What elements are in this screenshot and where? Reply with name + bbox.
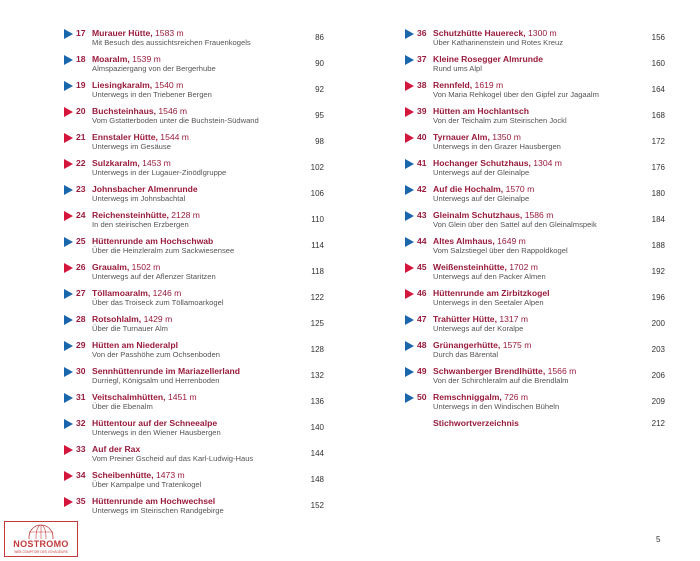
entry-elevation: 1649 m	[497, 236, 526, 246]
entry-subtitle: Durch das Bärental	[433, 350, 499, 359]
triangle-marker-icon	[64, 263, 73, 273]
triangle-marker-icon	[405, 81, 414, 91]
entry-name: Sennhüttenrunde im Mariazellerland	[92, 366, 241, 376]
entry-page: 132	[310, 371, 324, 380]
entry-name: Töllamoaralm,	[92, 288, 151, 298]
entry-subtitle: Von Maria Rehkogel über den Gipfel zur Jagaalm	[433, 90, 599, 99]
entry-page: 176	[651, 163, 665, 172]
entry-name: Hüttenrunde am Zirbitzkogel	[433, 288, 550, 298]
entry-elevation: 1566 m	[547, 366, 577, 376]
entry-page: 168	[651, 111, 665, 120]
entry-subtitle: Vom Preiner Gscheid auf das Karl-Ludwig-Haus	[92, 454, 254, 463]
entry-subtitle: Unterwegs im Gesäuse	[92, 142, 171, 151]
triangle-marker-icon	[405, 237, 414, 247]
entry-page: 184	[651, 215, 665, 224]
entry-subtitle: Von Glein über den Sattel auf den Gleinalmspeik	[433, 220, 597, 229]
entry-page: 203	[651, 345, 665, 354]
entry-subtitle: Unterwegs in den Triebener Bergen	[92, 90, 212, 99]
entry-elevation: 2128 m	[171, 210, 200, 220]
entry-subtitle: Über das Troiseck zum Töllamoarkogel	[92, 298, 224, 307]
entry-number: 47	[417, 314, 427, 324]
entry-subtitle: Durriegl, Königsalm und Herrenboden	[92, 376, 220, 385]
entry-subtitle: Vom Gstatterboden unter die Buchstein-Südwand	[92, 116, 259, 125]
entry-name: Reichensteinhütte,	[92, 210, 169, 220]
toc-entry[interactable]	[405, 132, 665, 158]
triangle-marker-icon	[405, 341, 414, 351]
entry-number: 46	[417, 288, 427, 298]
triangle-marker-icon	[64, 367, 73, 377]
entry-page: 102	[310, 163, 324, 172]
entry-name: Liesingkaralm,	[92, 80, 153, 90]
entry-page: 92	[315, 85, 324, 94]
entry-name: Buchsteinhaus,	[92, 106, 156, 116]
entry-subtitle: Unterwegs auf der Gleinalpe	[433, 194, 530, 203]
entry-elevation: 1429 m	[143, 314, 173, 324]
entry-number: 23	[76, 184, 86, 194]
triangle-marker-icon	[405, 133, 414, 143]
toc-entry[interactable]	[405, 28, 665, 54]
entry-number: 32	[76, 418, 86, 428]
entry-subtitle: Von der Teichalm zum Steirischen Jockl	[433, 116, 567, 125]
triangle-marker-icon	[405, 159, 414, 169]
toc-entry[interactable]	[405, 340, 665, 366]
entry-number: 36	[417, 28, 427, 38]
entry-elevation: 1575 m	[502, 340, 532, 350]
toc-entry[interactable]	[64, 184, 324, 210]
entry-elevation: 1539 m	[132, 54, 161, 64]
entry-subtitle: Mit Besuch des aussichtsreichen Frauenkogels	[92, 38, 251, 47]
entry-name: Altes Almhaus,	[433, 236, 495, 246]
entry-page: 95	[315, 111, 324, 120]
entry-page: 164	[651, 85, 665, 94]
toc-entry[interactable]	[64, 418, 324, 444]
entry-number: 31	[76, 392, 86, 402]
triangle-marker-icon	[64, 237, 73, 247]
toc-entry[interactable]	[64, 80, 324, 106]
entry-number: 50	[417, 392, 427, 402]
entry-number: 22	[76, 158, 86, 168]
triangle-marker-icon	[64, 289, 73, 299]
entry-name: Schwanberger Brendlhütte,	[433, 366, 546, 376]
toc-entry[interactable]	[64, 314, 324, 340]
toc-entry[interactable]	[64, 366, 324, 392]
entry-number: 17	[76, 28, 86, 38]
entry-page: 172	[651, 137, 665, 146]
entry-page: 136	[310, 397, 324, 406]
entry-page: 140	[310, 423, 324, 432]
entry-name: Murauer Hütte,	[92, 28, 153, 38]
entry-page: 122	[310, 293, 324, 302]
toc-entry[interactable]	[64, 28, 324, 54]
entry-elevation: 1453 m	[142, 158, 171, 168]
entry-elevation: 1544 m	[160, 132, 189, 142]
triangle-marker-icon	[64, 211, 73, 221]
toc-right-column	[405, 28, 665, 432]
entry-page: 90	[315, 59, 324, 68]
entry-page: 125	[310, 319, 324, 328]
toc-entry[interactable]	[64, 288, 324, 314]
entry-subtitle: Unterwegs im Johnsbachtal	[92, 194, 186, 203]
triangle-marker-icon	[405, 185, 414, 195]
entry-page: 144	[310, 449, 324, 458]
entry-number: 49	[417, 366, 427, 376]
triangle-marker-icon	[64, 159, 73, 169]
triangle-marker-icon	[64, 393, 73, 403]
toc-entry[interactable]	[64, 340, 324, 366]
entry-elevation: 1586 m	[524, 210, 554, 220]
entry-number: 28	[76, 314, 86, 324]
entry-number: 33	[76, 444, 86, 454]
entry-elevation: 1350 m	[492, 132, 521, 142]
entry-page: 98	[315, 137, 324, 146]
entry-subtitle: Almspaziergang von der Bergerhube	[92, 64, 216, 73]
triangle-marker-icon	[405, 29, 414, 39]
entry-page: 209	[651, 397, 665, 406]
entry-number: 34	[76, 470, 86, 480]
toc-left-column	[64, 28, 324, 522]
entry-page: 128	[310, 345, 324, 354]
triangle-marker-icon	[405, 263, 414, 273]
entry-number: 41	[417, 158, 427, 168]
entry-number: 29	[76, 340, 86, 350]
entry-number: 42	[417, 184, 427, 194]
toc-entry[interactable]	[64, 262, 324, 288]
entry-elevation: 1546 m	[158, 106, 188, 116]
toc-entry[interactable]	[405, 262, 665, 288]
entry-subtitle: Unterwegs auf der Koralpe	[433, 324, 524, 333]
entry-subtitle: Über Katharinenstein und Rotes Kreuz	[433, 38, 564, 47]
triangle-marker-icon	[64, 471, 73, 481]
triangle-marker-icon	[64, 185, 73, 195]
entry-page: 152	[310, 501, 324, 510]
entry-page: 180	[651, 189, 665, 198]
entry-page: 118	[311, 267, 324, 276]
toc-entry[interactable]	[64, 444, 324, 470]
entry-elevation: 1246 m	[152, 288, 182, 298]
entry-number: 45	[417, 262, 427, 272]
entry-elevation: 1300 m	[528, 28, 557, 38]
toc-entry[interactable]	[405, 314, 665, 340]
entry-number: 40	[417, 132, 427, 142]
entry-name: Hüttenrunde am Hochschwab	[92, 236, 214, 246]
entry-name: Hüttenrunde am Hochwechsel	[92, 496, 216, 506]
entry-elevation: 1619 m	[474, 80, 504, 90]
logo-tagline: WEB COMPTOIR DES VOYAGEURS	[14, 550, 68, 554]
entry-page: 160	[651, 59, 665, 68]
entry-number: 39	[417, 106, 427, 116]
entry-subtitle: Unterwegs auf der Aflenzer Staritzen	[92, 272, 216, 281]
triangle-marker-icon	[64, 29, 73, 39]
logo-name: NOSTROMO	[13, 539, 69, 549]
entry-elevation: 1451 m	[167, 392, 197, 402]
toc-entry[interactable]	[64, 496, 324, 522]
entry-subtitle: Über die Heinzleralm zum Sackwiesensee	[92, 246, 235, 255]
triangle-marker-icon	[64, 107, 73, 117]
toc-right-list	[405, 28, 665, 418]
index-title: Stichwortverzeichnis	[433, 418, 519, 428]
entry-elevation: 1304 m	[533, 158, 562, 168]
entry-page: 196	[651, 293, 665, 302]
entry-subtitle: Unterwegs in den Windischen Büheln	[433, 402, 560, 411]
entry-name: Johnsbacher Almenrunde	[92, 184, 198, 194]
entry-number: 20	[76, 106, 86, 116]
entry-name: Veitschalmhütten,	[92, 392, 166, 402]
triangle-marker-icon	[405, 393, 414, 403]
entry-elevation: 726 m	[504, 392, 529, 402]
entry-name: Hütten am Hochlantsch	[433, 106, 529, 116]
toc-index-entry[interactable]	[405, 418, 665, 432]
toc-entry[interactable]	[64, 132, 324, 158]
entry-name: Rennfeld,	[433, 80, 473, 90]
entry-number: 37	[417, 54, 427, 64]
entry-subtitle: In den steirischen Erzbergen	[92, 220, 189, 229]
entry-subtitle: Von der Schirchleralm auf die Brendlalm	[433, 376, 569, 385]
entry-page: 156	[651, 33, 665, 42]
entry-page: 106	[310, 189, 324, 198]
entry-subtitle: Über Kampalpe und Tratenkogel	[92, 480, 202, 489]
entry-elevation: 1570 m	[505, 184, 535, 194]
triangle-marker-icon	[64, 445, 73, 455]
entry-elevation: 1502 m	[131, 262, 161, 272]
toc-entry[interactable]	[405, 210, 665, 236]
entry-name: Moaralm,	[92, 54, 130, 64]
entry-name: Auf der Rax	[92, 444, 141, 454]
entry-page: 148	[310, 475, 324, 484]
entry-elevation: 1702 m	[509, 262, 538, 272]
toc-entry[interactable]	[405, 106, 665, 132]
entry-number: 35	[76, 496, 86, 506]
entry-subtitle: Über die Turnauer Alm	[92, 324, 168, 333]
entry-name: Sulzkaralm,	[92, 158, 140, 168]
toc-entry[interactable]	[405, 184, 665, 210]
entry-subtitle: Unterwegs in den Wiener Hausbergen	[92, 428, 221, 437]
entry-page: 86	[315, 33, 324, 42]
toc-entry[interactable]	[405, 366, 665, 392]
entry-name: Graualm,	[92, 262, 130, 272]
entry-name: Hochanger Schutzhaus,	[433, 158, 531, 168]
entry-subtitle: Unterwegs in den Seetaler Alpen	[433, 298, 544, 307]
entry-number: 43	[417, 210, 427, 220]
entry-name: Grünangerhütte,	[433, 340, 501, 350]
entry-page: 110	[311, 215, 324, 224]
entry-number: 25	[76, 236, 86, 246]
entry-number: 21	[76, 132, 86, 142]
entry-name: Ennstaler Hütte,	[92, 132, 158, 142]
entry-name: Remschniggalm,	[433, 392, 502, 402]
entry-subtitle: Unterwegs auf den Packer Almen	[433, 272, 546, 281]
triangle-marker-icon	[64, 341, 73, 351]
entry-subtitle: Von der Passhöhe zum Ochsenboden	[92, 350, 220, 359]
page-number: 5	[656, 535, 661, 544]
entry-elevation: 1540 m	[154, 80, 184, 90]
entry-page: 200	[651, 319, 665, 328]
entry-elevation: 1583 m	[155, 28, 184, 38]
entry-subtitle: Unterwegs in der Lugauer-Zinödlgruppe	[92, 168, 227, 177]
entry-number: 19	[76, 80, 86, 90]
triangle-marker-icon	[64, 55, 73, 65]
triangle-marker-icon	[405, 55, 414, 65]
toc-entry[interactable]	[64, 236, 324, 262]
globe-icon	[27, 523, 55, 539]
entry-name: Rotsohlalm,	[92, 314, 142, 324]
entry-number: 48	[417, 340, 427, 350]
entry-page: 192	[651, 267, 665, 276]
entry-name: Weißensteinhütte,	[433, 262, 507, 272]
toc-entry[interactable]	[405, 80, 665, 106]
toc-entry[interactable]	[405, 54, 665, 80]
entry-number: 18	[76, 54, 86, 64]
triangle-marker-icon	[64, 81, 73, 91]
entry-name: Trahütter Hütte,	[433, 314, 497, 324]
entry-number: 27	[76, 288, 86, 298]
triangle-marker-icon	[64, 315, 73, 325]
toc-entry[interactable]	[64, 54, 324, 80]
entry-elevation: 1317 m	[499, 314, 529, 324]
entry-name: Auf die Hochalm,	[433, 184, 504, 194]
entry-subtitle: Unterwegs auf der Gleinalpe	[433, 168, 530, 177]
entry-subtitle: Unterwegs in den Grazer Hausbergen	[433, 142, 561, 151]
toc-entry[interactable]	[405, 392, 665, 418]
toc-entry[interactable]	[405, 288, 665, 314]
triangle-marker-icon	[64, 497, 73, 507]
entry-subtitle: Vom Salzstiegel über den Rappoldkogel	[433, 246, 568, 255]
entry-number: 30	[76, 366, 86, 376]
entry-page: 114	[311, 241, 324, 250]
entry-name: Scheibenhütte,	[92, 470, 154, 480]
triangle-marker-icon	[405, 107, 414, 117]
entry-number: 24	[76, 210, 86, 220]
toc-entry[interactable]	[405, 236, 665, 262]
triangle-marker-icon	[405, 211, 414, 221]
toc-entry[interactable]	[64, 158, 324, 184]
triangle-marker-icon	[405, 367, 414, 377]
entry-number: 26	[76, 262, 86, 272]
triangle-marker-icon	[64, 419, 73, 429]
entry-subtitle: Rund ums Alpl	[433, 64, 482, 73]
entry-subtitle: Unterwegs im Steirischen Randgebirge	[92, 506, 224, 515]
entry-elevation: 1473 m	[156, 470, 185, 480]
index-page: 212	[651, 419, 665, 428]
entry-name: Gleinalm Schutzhaus,	[433, 210, 523, 220]
entry-number: 38	[417, 80, 427, 90]
triangle-marker-icon	[405, 315, 414, 325]
entry-number: 44	[417, 236, 427, 246]
entry-page: 206	[651, 371, 665, 380]
toc-entry[interactable]	[64, 210, 324, 236]
triangle-marker-icon	[64, 133, 73, 143]
entry-name: Hütten am Niederalpl	[92, 340, 178, 350]
nostromo-logo	[4, 521, 78, 557]
toc-entry[interactable]	[405, 158, 665, 184]
entry-subtitle: Über die Ebenalm	[92, 402, 153, 411]
triangle-marker-icon	[405, 289, 414, 299]
toc-entry[interactable]	[64, 392, 324, 418]
entry-name: Hüttentour auf der Schneealpe	[92, 418, 218, 428]
toc-entry[interactable]	[64, 470, 324, 496]
toc-entry[interactable]	[64, 106, 324, 132]
entry-name: Tyrnauer Alm,	[433, 132, 490, 142]
entry-page: 188	[651, 241, 665, 250]
entry-name: Schutzhütte Hauereck,	[433, 28, 526, 38]
entry-name: Kleine Rosegger Almrunde	[433, 54, 543, 64]
